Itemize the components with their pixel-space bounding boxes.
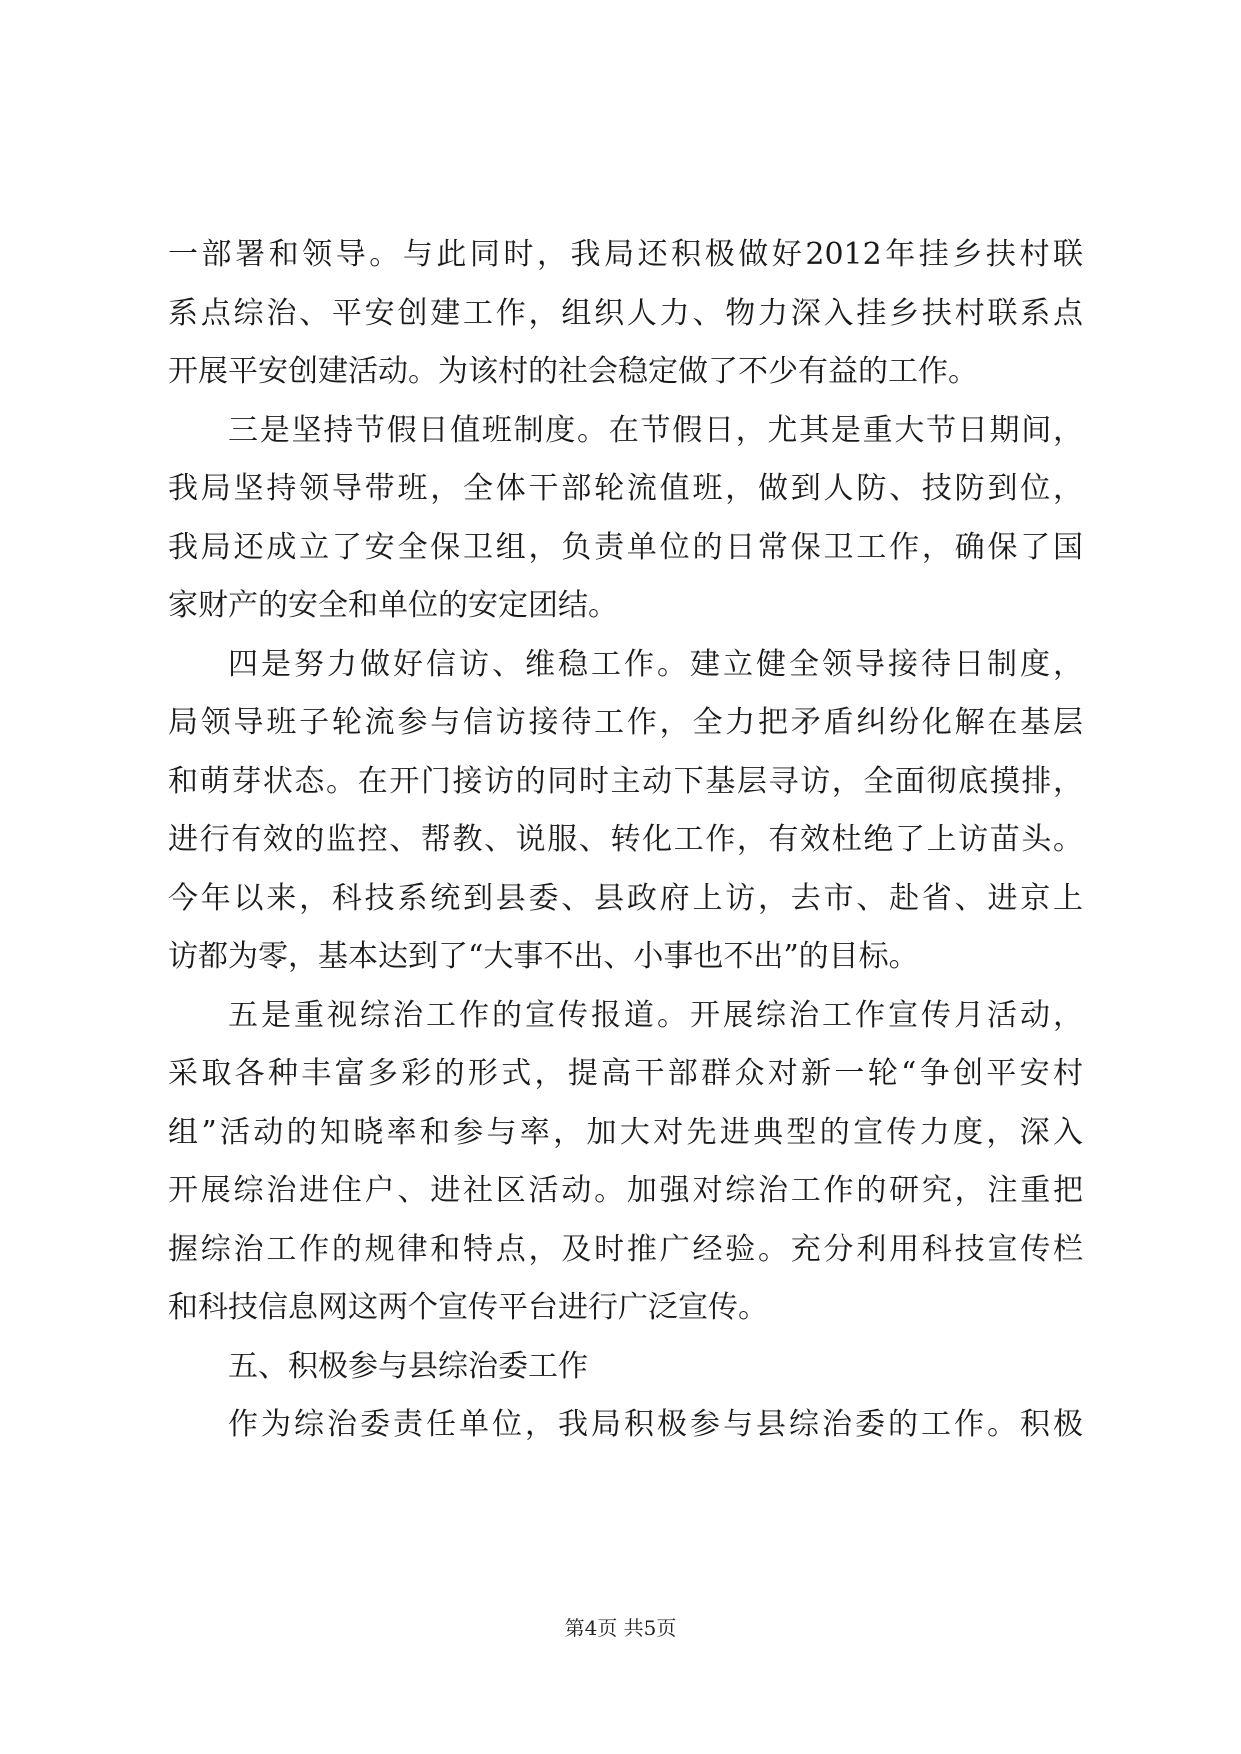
text-line: 五是重视综治工作的宣传报道。开展综治工作宣传月活动， [228,997,1083,1033]
text-line: 作为综治委责任单位，我局积极参与县综治委的工作。积极 [228,1407,1083,1442]
text-line: 进行有效的监控、帮教、说服、转化工作，有效杜绝了上访苗头。 [168,822,1083,857]
text-line: 采取各种丰富多彩的形式，提高干部群众对新一轮“争创平安村 [168,1056,1083,1091]
text-line: 握综治工作的规律和特点，及时推广经验。充分利用科技宣传栏 [168,1231,1083,1267]
text-line: 开展综治进住户、进社区活动。加强对综治工作的研究，注重把 [168,1173,1083,1208]
text-line: 四是努力做好信访、维稳工作。建立健全领导接待日制度， [228,646,1083,682]
document-body [168,226,1083,1455]
text-line: 今年以来，科技系统到县委、县政府上访，去市、赴省、进京上 [168,880,1083,916]
text-line: 我局坚持领导带班，全体干部轮流值班，做到人防、技防到位， [168,471,1083,506]
page-number-footer: 第4页 共5页 [564,1616,677,1640]
text-line: 三是坚持节假日值班制度。在节假日，尤其是重大节日期间， [228,412,1083,448]
text-line: 局领导班子轮流参与信访接待工作，全力把矛盾纠纷化解在基层 [168,705,1083,740]
text-line: 组”活动的知晓率和参与率，加大对先进典型的宣传力度，深入 [168,1114,1083,1150]
text-line: 系点综治、平安创建工作，组织人力、物力深入挂乡扶村联系点 [168,295,1083,331]
text-line: 开展平安创建活动。为该村的社会稳定做了不少有益的工作。 [168,354,978,389]
text-line: 和萌芽状态。在开门接访的同时主动下基层寻访，全面彻底摸排， [168,763,1083,799]
section-heading: 五、积极参与县综治委工作 [228,1348,588,1384]
text-line: 访都为零，基本达到了“大事不出、小事也不出”的目标。 [168,939,919,974]
text-line: 家财产的安全和单位的安定团结。 [168,588,618,623]
text-line: 一部署和领导。与此同时，我局还积极做好2012年挂乡扶村联 [168,237,1083,272]
text-line: 和科技信息网这两个宣传平台进行广泛宣传。 [168,1290,768,1325]
text-line: 我局还成立了安全保卫组，负责单位的日常保卫工作，确保了国 [168,529,1083,565]
